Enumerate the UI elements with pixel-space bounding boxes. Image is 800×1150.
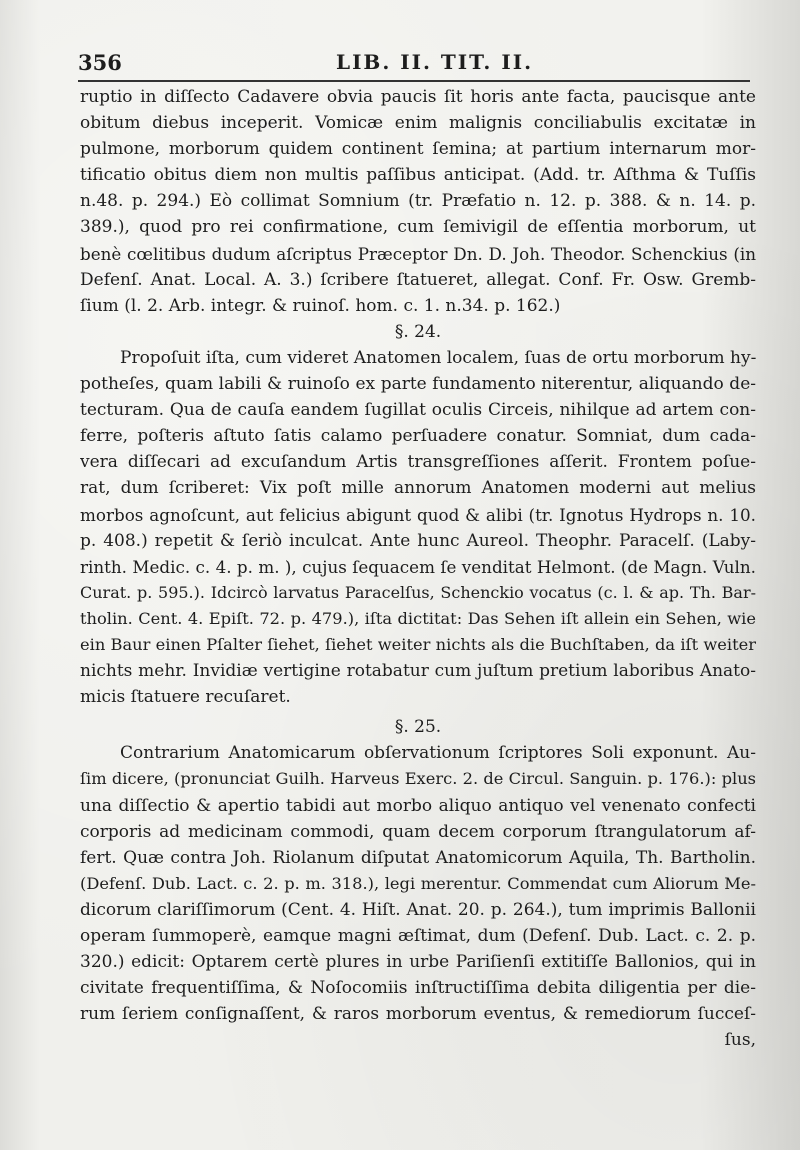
text-line: 389.), quod pro rei confirmatione, cum ſemivigil de eſſentia morborum, ut bbox=[80, 217, 756, 238]
text-line: civitate frequentiſſima, & Noſocomiis inſtructiſſima debita diligentia per die- bbox=[80, 978, 756, 999]
text-line: Curat. p. 595.). Idcircò larvatus Paracelſus, Schenckio vocatus (c. l. & ap. Th. Bar- bbox=[80, 582, 756, 602]
text-line: ferre, poſteris aſtuto ſatis calamo perſuadere conatur. Somniat, dum cada- bbox=[80, 426, 756, 447]
page-number: 356 bbox=[78, 50, 122, 75]
text-line: micis ſtatuere recuſaret. bbox=[80, 687, 291, 708]
section-heading-25: §. 25. bbox=[394, 717, 442, 738]
page-header bbox=[78, 48, 758, 80]
text-line: Propoſuit iſta, cum videret Anatomen localem, ſuas de ortu morborum hy- bbox=[120, 347, 756, 368]
text-line: p. 408.) repetit & ſeriò inculcat. Ante hunc Aureol. Theophr. Paracelſ. (Laby- bbox=[80, 530, 756, 551]
text-line: pulmone, morborum quidem continent ſemina; at partium internarum mor- bbox=[80, 139, 756, 160]
text-line: ſium (l. 2. Arb. integr. & ruinoſ. hom. c. 1. n.34. p. 162.) bbox=[80, 295, 561, 316]
text-line: operam ſummoperè, eamque magni æſtimat, dum (Defenſ. Dub. Lact. c. 2. p. bbox=[80, 926, 756, 946]
header-rule bbox=[78, 80, 750, 82]
text-line: tholin. Cent. 4. Epiſt. 72. p. 479.), iſta dictitat: Das Sehen iſt allein ein Sehen, wie bbox=[80, 608, 756, 628]
text-line: ſim dicere, (pronunciat Guilh. Harveus Exerc. 2. de Circul. Sanguin. p. 176.): plus bbox=[80, 769, 756, 789]
text-line: potheſes, quam labili & ruinoſo ex parte fundamento niterentur, aliquando de- bbox=[80, 374, 756, 395]
text-line: benè cœlitibus dudum aſcriptus Præceptor Dn. D. Joh. Theodor. Schenckius (in bbox=[80, 243, 756, 264]
text-line: dicorum clariſſimorum (Cent. 4. Hiſt. Anat. 20. p. 264.), tum imprimis Ballonii bbox=[80, 899, 756, 920]
text-line: (Defenſ. Dub. Lact. c. 2. p. m. 318.), legi merentur. Commendat cum Aliorum Me- bbox=[80, 873, 756, 893]
text-line: ein Baur einen Pſalter ſiehet, ſiehet weiter nichts als die Buchſtaben, da iſt weiter bbox=[80, 634, 756, 654]
text-line: morbos agnoſcunt, aut felicius abigunt quod & alibi (tr. Ignotus Hydrops n. 10. bbox=[80, 504, 756, 525]
text-line: una diſſectio & apertio tabidi aut morbo aliquo antiquo vel venenato confecti bbox=[80, 795, 756, 816]
text-line: 320.) edicit: Optarem certè plures in urbe Pariſienſi extitiſſe Ballonios, qui in bbox=[80, 952, 756, 973]
text-line: obitum diebus inceperit. Vomicæ enim malignis conciliabulis excitatæ in bbox=[80, 113, 756, 134]
text-line: ruptio in diſſecto Cadavere obvia paucis ſit horis ante facta, paucisque ante bbox=[80, 87, 756, 107]
text-line: corporis ad medicinam commodi, quam decem corporum ſtrangulatorum af- bbox=[80, 821, 756, 842]
section-heading-24: §. 24. bbox=[394, 321, 442, 342]
text-line: nichts mehr. Invidiæ vertigine rotabatur cum juſtum pretium laboribus Anato- bbox=[80, 661, 756, 682]
text-line: Contrarium Anatomicarum obſervationum ſcriptores Soli exponunt. Au- bbox=[120, 743, 756, 764]
text-line: ſus, bbox=[724, 1030, 756, 1051]
body-text bbox=[80, 84, 756, 1053]
text-line: tecturam. Qua de cauſa eandem ſugillat oculis Circeis, nihilque ad artem con- bbox=[80, 400, 756, 421]
running-head: LIB. II. TIT. II. bbox=[336, 50, 534, 74]
text-line: Defenſ. Anat. Local. A. 3.) ſcribere ſtatueret, allegat. Conf. Fr. Osw. Gremb- bbox=[80, 269, 756, 290]
text-line: vera diſſecari ad excuſandum Artis transgreſſiones aſſerit. Frontem poſue- bbox=[80, 452, 756, 473]
text-line: rinth. Medic. c. 4. p. m. ), cujus ſequacem ſe venditat Helmont. (de Magn. Vuln. bbox=[80, 556, 756, 577]
text-line: rum ſeriem conſignaſſent, & raros morborum eventus, & remediorum ſucceſ- bbox=[80, 1004, 756, 1025]
text-line: rat, dum ſcriberet: Vix poſt mille annorum Anatomen moderni aut melius bbox=[80, 478, 756, 499]
text-line: fert. Quæ contra Joh. Riolanum diſputat Anatomicorum Aquila, Th. Bartholin. bbox=[80, 847, 756, 868]
text-line: tificatio obitus diem non multis paſſibus anticipat. (Add. tr. Aſthma & Tuſſis bbox=[80, 165, 756, 186]
text-line: n.48. p. 294.) Eò collimat Somnium (tr. Præfatio n. 12. p. 388. & n. 14. p. bbox=[80, 191, 756, 212]
